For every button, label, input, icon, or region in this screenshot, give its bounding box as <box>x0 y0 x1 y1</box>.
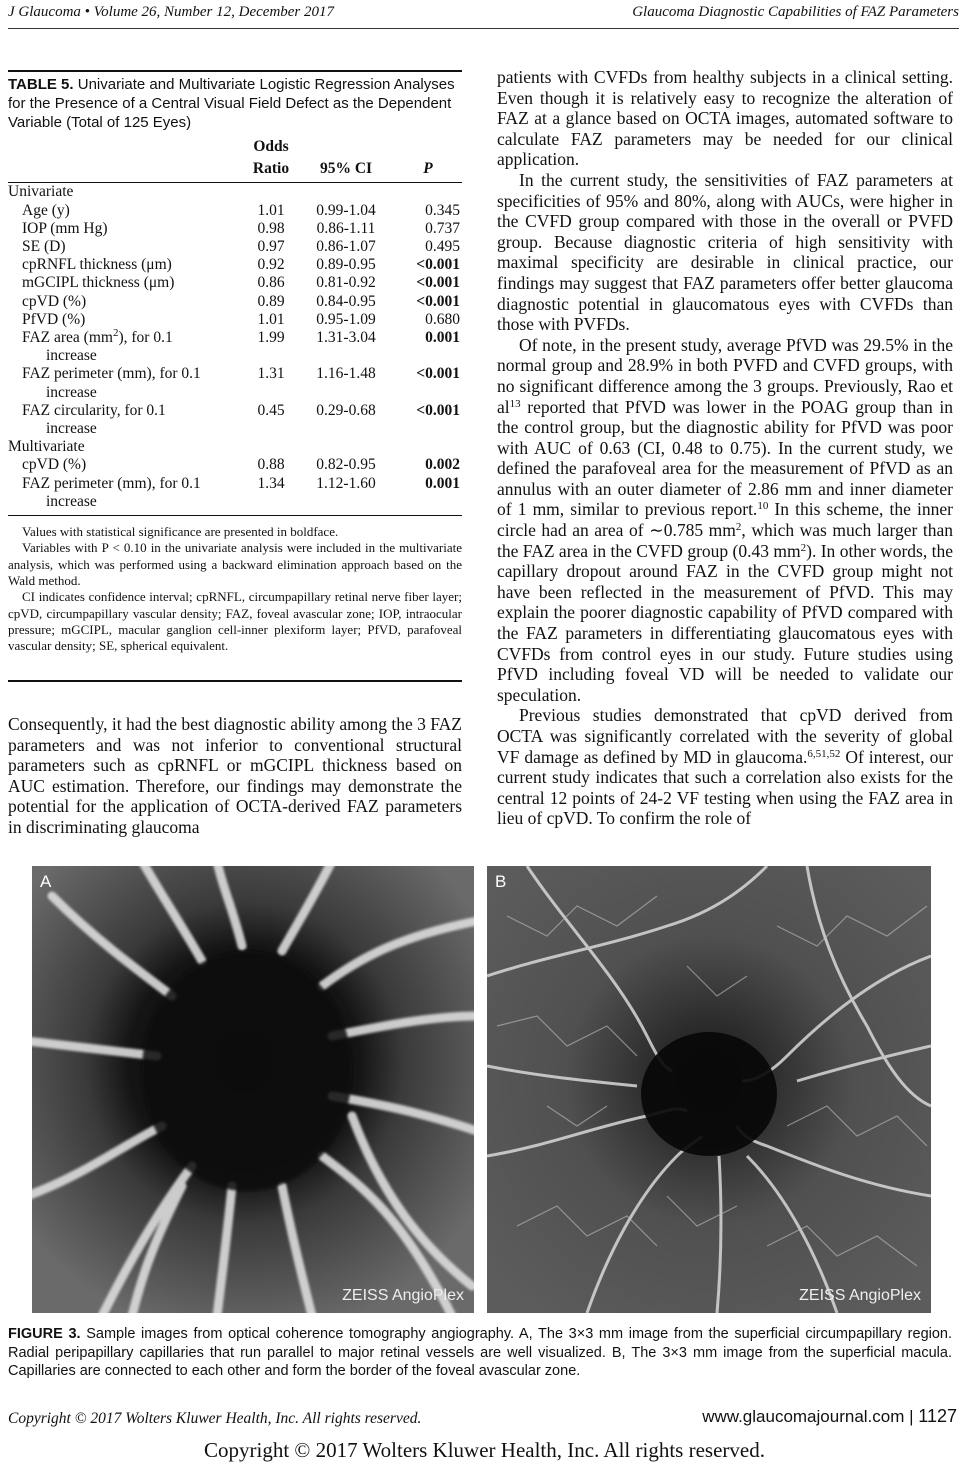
paragraph: Of note, in the present study, average PfVD was 29.5% in the normal group and 28.9% in both PVFD and CVFD groups, with no significant difference among the 3 groups. Previously, Rao et $al^{13}$ reported that PfVD was lower in the POAG group than in the control group, but the diagnostic ability for PfVD was poor with AUC of 0.63 (CI, 0.48 to 0.75). In the current study, we defined the parafoveal area for the measurement of PfVD as an annulus with an outer diameter of 2.86 mm and inner diameter of 1 mm, similar to previous report.$^{10}$ In this scheme, the inner circle had an area of ∼0.785 $mm^2$, which was much larger than the FAZ area in the CVFD group (0.43 $mm^2$). In other words, the capillary dropout around FAZ in the CVFD group might not have been reflected in the measurement of PfVD. This may explain the poorer diagnostic capability of PfVD compared with the FAZ parameters in differentiating glaucomatous eyes with CVFDs from control eyes in our study. Future studies using PfVD including foveal VD will be needed to validate our speculation. <box>497 334 954 705</box>
figure-label: FIGURE 3. <box>8 1326 81 1342</box>
peripapillary-octa-graphic <box>32 866 474 1313</box>
octa-image-peripapillary <box>32 866 474 1313</box>
right-column-text <box>497 67 953 829</box>
table-row: cpVD (%) 0.88 0.82-0.95 0.002 <box>22 456 460 474</box>
running-title: Glaucoma Diagnostic Capabilities of FAZ Parameters <box>632 4 959 20</box>
group-univariate: Univariate <box>8 183 74 201</box>
table-row: PfVD (%) 1.01 0.95-1.09 0.680 <box>22 310 460 328</box>
group-multivariate: Multivariate <box>8 438 85 456</box>
paragraph: In the current study, the sensitivities of FAZ parameters at specificities of 95% and 80%, along with AUCs, were higher in the CVFD group compared with those in the overall or PVFD group. Because diagnostic criteria of high sensitivity with maximal specificity are desirable in clinical practice, our findings may suggest that FAZ parameters offer better glaucoma diagnostic potential in glaucomatous eyes with CVFDs than those with PVFDs. <box>497 169 953 335</box>
regression-table <box>8 138 462 516</box>
table-row: Age (y) 1.01 0.99-1.04 0.345 <box>22 201 460 219</box>
header-rule <box>8 28 959 29</box>
table-note: Values with statistical significance are presented in boldface. <box>22 524 339 540</box>
table-row: FAZ area $(mm^2)$, for 0.1 increase 1.99 1.31-3.04 0.001 <box>22 327 460 365</box>
table-note: Variables with P < 0.10 in the univariate analysis were included in the multivariate analysis, which was performed using a backward elimination approach based on the Wald method. <box>8 540 462 588</box>
page-number: 1127 <box>918 1406 957 1426</box>
table-footnotes <box>8 524 462 654</box>
table-row: cpRNFL thickness (μm) 0.92 0.89-0.95 <0.001 <box>22 256 460 274</box>
figure-caption <box>8 1325 952 1381</box>
watermark: ZEISS AngioPlex <box>342 1287 464 1304</box>
col-p: P <box>396 160 462 183</box>
table-5 <box>8 70 462 654</box>
table-end-rule <box>8 680 462 682</box>
watermark: ZEISS AngioPlex <box>799 1287 921 1304</box>
journal-url: www.glaucomajournal.com <box>702 1407 905 1426</box>
running-header <box>8 4 959 26</box>
paragraph: Consequently, it had the best diagnostic ability among the 3 FAZ parameters and was not inferior to conventional structural parameters such as cpRNFL or mGCIPL thickness based on AUC estimation. Therefore, our findings may demonstrate the potential for the application of OCTA-derived FAZ parameters in discriminating glaucoma <box>8 714 462 837</box>
journal-citation: J Glaucoma • Volume 26, Number 12, December 2017 <box>8 4 335 20</box>
table-row: IOP (mm Hg) 0.98 0.86-1.11 0.737 <box>22 219 460 237</box>
table-row: FAZ perimeter (mm), for 0.1 increase 1.31 1.16-1.48 <0.001 <box>22 365 460 401</box>
table-row: cpVD (%) 0.89 0.84-0.95 <0.001 <box>22 292 460 310</box>
octa-image-macula <box>487 866 931 1313</box>
footer-separator: | <box>909 1407 914 1426</box>
left-column-text <box>8 714 462 838</box>
col-ci: 95% CI <box>296 160 396 183</box>
col-odds-top: Odds <box>253 138 289 155</box>
table-note: CI indicates confidence interval; cpRNFL, circumpapillary retinal nerve fiber layer; cpVD, circumpapillary vascular density; FAZ, foveal avascular zone; IOP, intraocular pressure; mGCIPL, macular ganglion cell-inner plexiform layer; PfVD, parafoveal vascular density; SE, spherical equivalent. <box>8 589 462 654</box>
paragraph: Previous studies demonstrated that cpVD derived from OCTA was significantly correlated with the severity of global VF damage as defined by MD in glaucoma.$^{6,51,52}$ Of interest, our current study indicates that such a correlation also exists for the central 12 points of 24-2 VF testing when using the FAZ area in lieu of cpVD. To confirm the role of <box>497 705 953 829</box>
panel-label-a: A <box>40 872 52 891</box>
table-caption <box>8 70 462 132</box>
bottom-copyright: Copyright © 2017 Wolters Kluwer Health, Inc. All rights reserved. <box>204 1438 765 1462</box>
paragraph: patients with CVFDs from healthy subjects in a clinical setting. Even though it is relatively easy to recognize the alteration of FAZ at a glance based on OCTA images, automated software to calculate FAZ parameters may be needed for our clinical application. <box>497 67 953 170</box>
figure-3 <box>32 866 954 1313</box>
table-row: SE (D) 0.97 0.86-1.07 0.495 <box>22 238 460 256</box>
figure-caption-text: Sample images from optical coherence tomography angiography. A, The 3×3 mm image from the superficial circumpapillary region. Radial peripapillary capillaries that run parallel to major retinal vessels are well visualized. B, The 3×3 mm image from the superficial macula. Capillaries are connected to each other and form the border of the foveal avascular zone. <box>8 1326 953 1380</box>
col-odds-bottom: Ratio <box>246 160 296 183</box>
table-row: mGCIPL thickness (μm) 0.86 0.81-0.92 <0.001 <box>22 274 460 292</box>
footer-copyright: Copyright © 2017 Wolters Kluwer Health, Inc. All rights reserved. <box>8 1410 422 1427</box>
footer-journal <box>702 1406 957 1427</box>
macula-octa-graphic <box>487 866 931 1313</box>
table-caption-text: Univariate and Multivariate Logistic Regression Analyses for the Presence of a Central Visual Field Defect as the Dependent Variable (Total of 125 Eyes) <box>8 76 455 131</box>
table-label: TABLE 5. <box>8 76 74 93</box>
table-row: FAZ perimeter (mm), for 0.1 increase 1.34 1.12-1.60 0.001 <box>8 475 462 516</box>
table-row: FAZ circularity, for 0.1 increase 0.45 0.29-0.68 <0.001 <box>22 401 460 438</box>
panel-label-b: B <box>495 872 507 891</box>
